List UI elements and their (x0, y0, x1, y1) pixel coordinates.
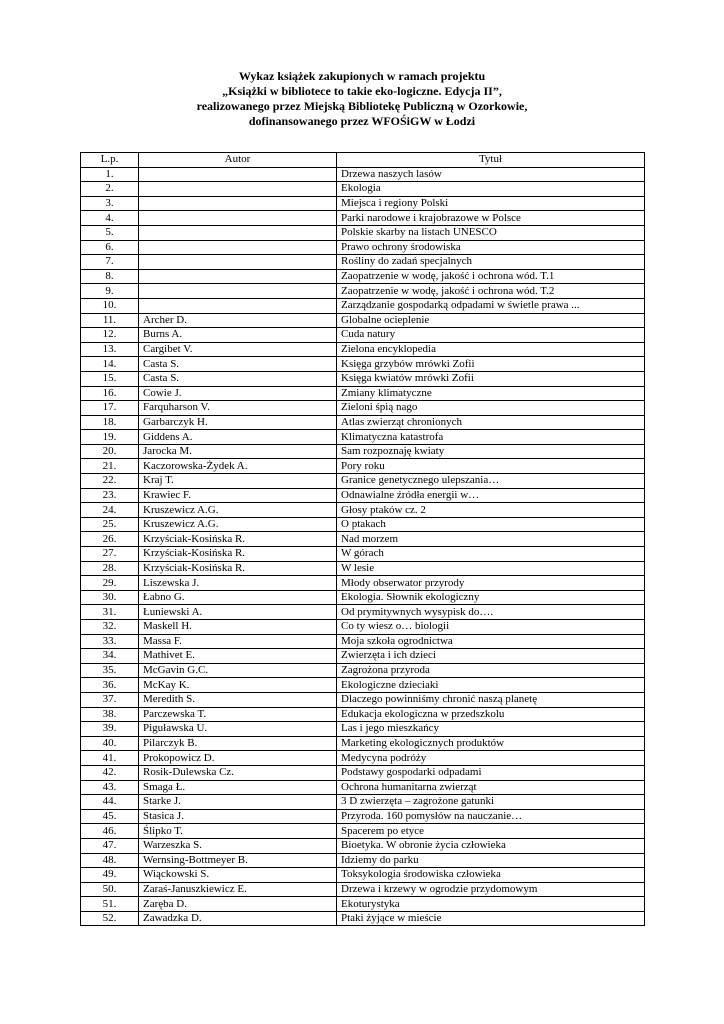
cell-title: Odnawialne źródła energii w… (337, 488, 645, 503)
cell-author: Krzyściak-Kosińska R. (139, 532, 337, 547)
cell-lp: 49. (81, 868, 139, 883)
header-line-4: dofinansowanego przez WFOŚiGW w Łodzi (248, 114, 476, 128)
cell-title: Toksykologia środowiska człowieka (337, 868, 645, 883)
table-row (81, 620, 645, 635)
cell-author (139, 240, 337, 255)
cell-author: Farquharson V. (139, 401, 337, 416)
cell-lp: 23. (81, 488, 139, 503)
cell-author: Zaręba D. (139, 897, 337, 912)
table-row (81, 765, 645, 780)
cell-title: Rośliny do zadań specjalnych (337, 255, 645, 270)
cell-author: Massa F. (139, 634, 337, 649)
table-row (81, 444, 645, 459)
cell-title: 3 D zwierzęta – zagrożone gatunki (337, 795, 645, 810)
cell-lp: 31. (81, 605, 139, 620)
cell-author: Zawadzka D. (139, 911, 337, 926)
cell-lp: 21. (81, 459, 139, 474)
cell-lp: 5. (81, 225, 139, 240)
table-row (81, 882, 645, 897)
table-row (81, 678, 645, 693)
table-row (81, 503, 645, 518)
table-row (81, 532, 645, 547)
cell-lp: 26. (81, 532, 139, 547)
cell-lp: 22. (81, 474, 139, 489)
cell-author (139, 284, 337, 299)
cell-author: Parczewska T. (139, 707, 337, 722)
cell-author (139, 182, 337, 197)
cell-author: Łabno G. (139, 590, 337, 605)
cell-lp: 1. (81, 167, 139, 182)
table-row (81, 751, 645, 766)
cell-title: Zielona encyklopedia (337, 342, 645, 357)
cell-title: Polskie skarby na listach UNESCO (337, 225, 645, 240)
cell-title: Medycyna podróży (337, 751, 645, 766)
cell-author: Ślipko T. (139, 824, 337, 839)
cell-lp: 35. (81, 663, 139, 678)
cell-title: Globalne ocieplenie (337, 313, 645, 328)
cell-title: Księga kwiatów mrówki Zofii (337, 371, 645, 386)
table-row (81, 838, 645, 853)
cell-lp: 6. (81, 240, 139, 255)
cell-lp: 8. (81, 269, 139, 284)
table-row (81, 401, 645, 416)
cell-lp: 47. (81, 838, 139, 853)
header-line-2: „Książki w bibliotece to takie eko-logiczne. Edycja II”, (222, 84, 502, 98)
cell-lp: 37. (81, 692, 139, 707)
cell-author (139, 269, 337, 284)
table-row (81, 430, 645, 445)
cell-lp: 42. (81, 765, 139, 780)
cell-lp: 13. (81, 342, 139, 357)
table-row (81, 313, 645, 328)
cell-title: Marketing ekologicznych produktów (337, 736, 645, 751)
cell-lp: 34. (81, 649, 139, 664)
cell-title: Podstawy gospodarki odpadami (337, 765, 645, 780)
cell-title: Młody obserwator przyrody (337, 576, 645, 591)
header-line-3: realizowanego przez Miejską Bibliotekę Publiczną w Ozorkowie, (196, 99, 528, 113)
cell-author (139, 298, 337, 313)
cell-lp: 50. (81, 882, 139, 897)
cell-lp: 9. (81, 284, 139, 299)
cell-lp: 33. (81, 634, 139, 649)
cell-author (139, 196, 337, 211)
cell-author: Cargibet V. (139, 342, 337, 357)
cell-lp: 28. (81, 561, 139, 576)
cell-title: Ekologiczne dzieciaki (337, 678, 645, 693)
cell-author: Maskell H. (139, 620, 337, 635)
cell-lp: 44. (81, 795, 139, 810)
cell-title: Prawo ochrony środowiska (337, 240, 645, 255)
cell-author: Pilarczyk B. (139, 736, 337, 751)
cell-title: Ekoturystyka (337, 897, 645, 912)
cell-lp: 41. (81, 751, 139, 766)
cell-title: Pory roku (337, 459, 645, 474)
cell-title: Zaopatrzenie w wodę, jakość i ochrona wód. T.1 (337, 269, 645, 284)
table-row (81, 269, 645, 284)
cell-title: Drzewa naszych lasów (337, 167, 645, 182)
table-row (81, 342, 645, 357)
cell-lp: 14. (81, 357, 139, 372)
cell-author: Krzyściak-Kosińska R. (139, 561, 337, 576)
cell-title: Sam rozpoznaję kwiaty (337, 444, 645, 459)
table-row (81, 663, 645, 678)
table-row (81, 167, 645, 182)
cell-lp: 24. (81, 503, 139, 518)
cell-title: Edukacja ekologiczna w przedszkolu (337, 707, 645, 722)
cell-author: Starke J. (139, 795, 337, 810)
cell-author: Kraj T. (139, 474, 337, 489)
table-row (81, 561, 645, 576)
cell-lp: 17. (81, 401, 139, 416)
table-row (81, 853, 645, 868)
cell-title: Klimatyczna katastrofa (337, 430, 645, 445)
cell-title: Atlas zwierząt chronionych (337, 415, 645, 430)
cell-title: Głosy ptaków cz. 2 (337, 503, 645, 518)
table-row (81, 707, 645, 722)
cell-lp: 11. (81, 313, 139, 328)
cell-title: Idziemy do parku (337, 853, 645, 868)
cell-title: Parki narodowe i krajobrazowe w Polsce (337, 211, 645, 226)
cell-author: Kruszewicz A.G. (139, 517, 337, 532)
table-row (81, 240, 645, 255)
cell-title: Ptaki żyjące w mieście (337, 911, 645, 926)
cell-author: Casta S. (139, 371, 337, 386)
table-row (81, 547, 645, 562)
cell-lp: 10. (81, 298, 139, 313)
cell-lp: 36. (81, 678, 139, 693)
table-row (81, 182, 645, 197)
table-header-row (81, 153, 645, 168)
cell-author: Prokopowicz D. (139, 751, 337, 766)
table-row (81, 415, 645, 430)
cell-lp: 25. (81, 517, 139, 532)
table-row (81, 824, 645, 839)
cell-author (139, 225, 337, 240)
table-row (81, 692, 645, 707)
cell-lp: 19. (81, 430, 139, 445)
cell-lp: 16. (81, 386, 139, 401)
cell-title: Granice genetycznego ulepszania… (337, 474, 645, 489)
cell-author (139, 167, 337, 182)
table-row (81, 225, 645, 240)
cell-author (139, 255, 337, 270)
cell-lp: 38. (81, 707, 139, 722)
cell-author: Stasica J. (139, 809, 337, 824)
cell-lp: 2. (81, 182, 139, 197)
cell-lp: 32. (81, 620, 139, 635)
cell-title: Dlaczego powinniśmy chronić naszą planetę (337, 692, 645, 707)
table-row (81, 809, 645, 824)
table-row (81, 576, 645, 591)
cell-author: Cowie J. (139, 386, 337, 401)
cell-author: Wernsing-Bottmeyer B. (139, 853, 337, 868)
table-row (81, 328, 645, 343)
cell-author: Warzeszka S. (139, 838, 337, 853)
cell-lp: 20. (81, 444, 139, 459)
cell-author: Burns A. (139, 328, 337, 343)
cell-lp: 29. (81, 576, 139, 591)
cell-lp: 48. (81, 853, 139, 868)
table-row (81, 284, 645, 299)
cell-title: O ptakach (337, 517, 645, 532)
table-row (81, 634, 645, 649)
table-row (81, 722, 645, 737)
cell-lp: 43. (81, 780, 139, 795)
cell-lp: 18. (81, 415, 139, 430)
cell-author: Casta S. (139, 357, 337, 372)
cell-author: Krawiec F. (139, 488, 337, 503)
column-header-author: Autor (139, 153, 337, 168)
cell-title: Przyroda. 160 pomysłów na nauczanie… (337, 809, 645, 824)
cell-title: Zmiany klimatyczne (337, 386, 645, 401)
cell-lp: 27. (81, 547, 139, 562)
cell-author: Mathivet E. (139, 649, 337, 664)
cell-title: Zarządzanie gospodarką odpadami w świetle prawa ... (337, 298, 645, 313)
cell-lp: 7. (81, 255, 139, 270)
cell-title: Miejsca i regiony Polski (337, 196, 645, 211)
cell-author (139, 211, 337, 226)
cell-title: Cuda natury (337, 328, 645, 343)
column-header-title: Tytuł (337, 153, 645, 168)
column-header-lp: L.p. (81, 153, 139, 168)
table-body (81, 167, 645, 926)
cell-lp: 40. (81, 736, 139, 751)
cell-lp: 3. (81, 196, 139, 211)
cell-title: Nad morzem (337, 532, 645, 547)
table-row (81, 517, 645, 532)
header-line-1: Wykaz książek zakupionych w ramach projektu (238, 69, 486, 83)
cell-author: Zaraś-Januszkiewicz E. (139, 882, 337, 897)
cell-author: Jarocka M. (139, 444, 337, 459)
table-row (81, 736, 645, 751)
table-row (81, 255, 645, 270)
cell-title: Moja szkoła ogrodnictwa (337, 634, 645, 649)
cell-title: Zieloni śpią nago (337, 401, 645, 416)
cell-title: Drzewa i krzewy w ogrodzie przydomowym (337, 882, 645, 897)
cell-lp: 4. (81, 211, 139, 226)
table-row (81, 649, 645, 664)
cell-lp: 15. (81, 371, 139, 386)
cell-title: Spacerem po etyce (337, 824, 645, 839)
table-row (81, 298, 645, 313)
cell-lp: 51. (81, 897, 139, 912)
cell-title: Ochrona humanitarna zwierząt (337, 780, 645, 795)
table-row (81, 386, 645, 401)
table-row (81, 371, 645, 386)
cell-title: Zaopatrzenie w wodę, jakość i ochrona wód. T.2 (337, 284, 645, 299)
cell-author: Liszewska J. (139, 576, 337, 591)
table-row (81, 459, 645, 474)
cell-title: W lesie (337, 561, 645, 576)
table-row (81, 474, 645, 489)
cell-title: Zwierzęta i ich dzieci (337, 649, 645, 664)
cell-title: Co ty wiesz o… biologii (337, 620, 645, 635)
table-row (81, 780, 645, 795)
cell-title: Zagrożona przyroda (337, 663, 645, 678)
cell-author: Smaga Ł. (139, 780, 337, 795)
cell-lp: 45. (81, 809, 139, 824)
table-row (81, 605, 645, 620)
cell-author: Meredith S. (139, 692, 337, 707)
cell-author: Łuniewski A. (139, 605, 337, 620)
cell-lp: 46. (81, 824, 139, 839)
cell-author: Giddens A. (139, 430, 337, 445)
table-row (81, 211, 645, 226)
table-row (81, 196, 645, 211)
table-row (81, 795, 645, 810)
cell-title: Bioetyka. W obronie życia człowieka (337, 838, 645, 853)
cell-title: Ekologia. Słownik ekologiczny (337, 590, 645, 605)
table-row (81, 868, 645, 883)
cell-lp: 30. (81, 590, 139, 605)
cell-lp: 39. (81, 722, 139, 737)
cell-lp: 12. (81, 328, 139, 343)
cell-author: Kaczorowska-Żydek A. (139, 459, 337, 474)
cell-title: Od prymitywnych wysypisk do…. (337, 605, 645, 620)
cell-author: McKay K. (139, 678, 337, 693)
cell-title: Las i jego mieszkańcy (337, 722, 645, 737)
cell-author: Krzyściak-Kosińska R. (139, 547, 337, 562)
table-row (81, 488, 645, 503)
table-row (81, 590, 645, 605)
document-header (0, 69, 724, 129)
table-row (81, 897, 645, 912)
table-row (81, 357, 645, 372)
cell-author: Rosik-Dulewska Cz. (139, 765, 337, 780)
cell-title: Ekologia (337, 182, 645, 197)
cell-author: Piguławska U. (139, 722, 337, 737)
cell-lp: 52. (81, 911, 139, 926)
cell-title: W górach (337, 547, 645, 562)
cell-author: McGavin G.C. (139, 663, 337, 678)
table-row (81, 911, 645, 926)
books-table (80, 152, 645, 926)
cell-author: Archer D. (139, 313, 337, 328)
cell-title: Księga grzybów mrówki Zofii (337, 357, 645, 372)
cell-author: Kruszewicz A.G. (139, 503, 337, 518)
cell-author: Garbarczyk H. (139, 415, 337, 430)
cell-author: Wiąckowski S. (139, 868, 337, 883)
